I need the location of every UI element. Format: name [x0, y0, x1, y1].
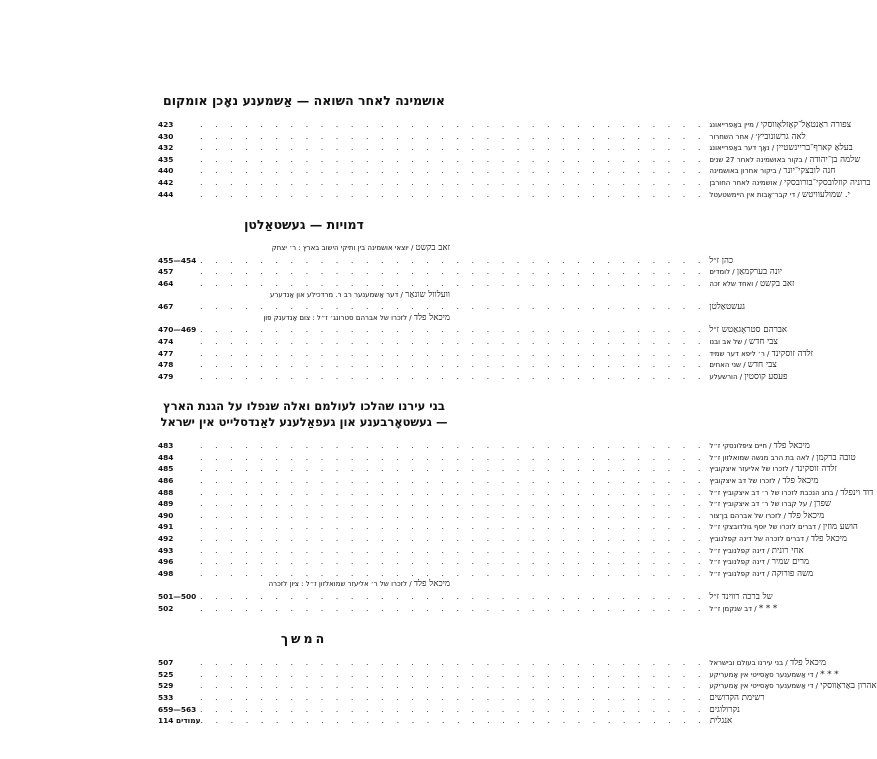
dot-leader: . . . . . . . . . . . . . . . . . . . . . . . . . . . . . . . . . .	[200, 267, 706, 277]
dot-leader: . . . . . . . . . . . . . . . . . . . . . . . . . . . . . . . . . .	[200, 534, 706, 544]
entry-text	[705, 143, 852, 155]
section-heading: אושמינה לאחר השואה — אַשמענע נאָכן אומקום	[163, 93, 445, 108]
entry-text	[705, 178, 870, 190]
entry-title: / נאָך דער באַפרייאונג	[709, 144, 777, 153]
page-number: 470—469	[158, 325, 197, 335]
page-number: 467	[158, 302, 174, 312]
page-number: 442	[158, 177, 174, 187]
page-number: 464	[158, 278, 174, 288]
entry-text	[705, 488, 873, 500]
entry-text	[705, 360, 776, 372]
toc-entry	[158, 475, 819, 487]
entry-author: י. שמולעוויטש	[802, 189, 850, 200]
dot-leader: . . . . . . . . . . . . . . . . . . . . . . . . . . . . . . . . . .	[200, 681, 706, 691]
toc-entry	[158, 165, 836, 177]
dot-leader: . . . . . . . . . . . . . . . . . . . . . . . . . . . . . . . . . .	[200, 464, 706, 474]
dot-leader: . . . . . . . . . . . . . . . . . . . . . . . . . . . . . . . . . .	[200, 336, 706, 346]
section-entries	[158, 657, 877, 727]
entry-title: / חיים ציפלונסקי ז״ל	[709, 442, 774, 451]
entry-author: שפרן	[814, 499, 832, 510]
dot-leader: . . . . . . . . . . . . . . . . . . . . . . . . . . . . . . . . . .	[200, 545, 706, 555]
entry-author: כהן ז״ל	[709, 255, 734, 266]
entry-author: של ברכה רווינד ז״ל	[709, 592, 773, 602]
entry-text	[705, 372, 787, 384]
dot-leader: . . . . . . . . . . . . . . . . . . . . . . . . . . . . . . . . . .	[200, 131, 706, 141]
toc-entry	[158, 692, 765, 704]
page-number: 423	[158, 120, 174, 129]
entry-author: זאב בקשט	[759, 278, 795, 289]
entry-text	[705, 166, 835, 178]
entry-author: הושע מוזין	[822, 522, 858, 533]
entry-author: זאב בקשט	[415, 243, 450, 254]
entry-text	[705, 546, 803, 558]
toc-entry	[158, 487, 874, 499]
entry-text	[705, 256, 733, 268]
page-number: 477	[158, 348, 174, 358]
entry-text	[705, 325, 787, 337]
entry-title: / אושמינה לאחר החורבן	[709, 178, 785, 187]
dot-leader: . . . . . . . . . . . . . . . . . . . . . . . . . . . . . . . . . .	[200, 120, 706, 129]
entry-author: מיכאל פלד	[788, 510, 825, 521]
entry-text	[705, 693, 764, 705]
entry-text	[705, 302, 745, 314]
page-number: 492	[158, 534, 174, 544]
entry-text	[265, 579, 450, 591]
entry-title: / דינה קפלנוביץ ז״ל	[709, 558, 772, 567]
page-number: 489	[158, 499, 174, 509]
toc-entry	[158, 142, 853, 154]
page-number: 496	[158, 557, 174, 567]
entry-text	[705, 522, 857, 534]
toc-entry	[158, 452, 856, 464]
entry-text	[705, 658, 826, 670]
toc-entry	[158, 680, 877, 692]
entry-title: / של אב ובנו	[709, 337, 749, 346]
entry-author: * * *	[820, 669, 839, 680]
entry-text	[705, 670, 838, 682]
entry-author: אנגלית	[709, 716, 733, 727]
entry-author: נקרולוגים	[709, 704, 740, 715]
page-number: 455—454	[158, 255, 197, 265]
entry-text	[705, 557, 809, 569]
dot-leader: . . . . . . . . . . . . . . . . . . . . . . . . . . . . . . . . . .	[200, 603, 706, 613]
entry-author: חנה לובצקי־יונר	[783, 166, 836, 177]
dot-leader: . . . . . . . . . . . . . . . . . . . . . . . . . . . . . . . . . .	[200, 692, 706, 702]
entry-author: שלמה בן־יהודה	[809, 154, 861, 165]
entry-text	[705, 681, 876, 693]
dot-leader: . . . . . . . . . . . . . . . . . . . . . . . . . . . . . . . . . .	[200, 522, 706, 532]
entry-text	[705, 453, 855, 465]
entry-text	[266, 290, 450, 302]
entry-author: אחי רונית	[771, 545, 804, 556]
dot-leader: . . . . . . . . . . . . . . . . . . . . . . . . . . . . . . . . . .	[200, 325, 706, 335]
page-number: 430	[158, 131, 174, 141]
entry-text	[705, 476, 818, 488]
dot-leader: . . . . . . . . . . . . . . . . . . . . . . . . . . . . . . . . . .	[200, 441, 706, 451]
toc-entry	[158, 131, 806, 143]
entry-text	[705, 279, 794, 291]
dot-leader: . . . . . . . . . . . . . . . . . . . . . . . . . . . . . . . . . .	[200, 177, 706, 187]
entry-text	[705, 120, 851, 132]
dot-leader: . . . . . . . . . . . . . . . . . . . . . . . . . . . . . . . . . .	[200, 189, 706, 199]
page-number: 440	[158, 166, 174, 176]
toc-entry	[158, 177, 871, 189]
section-entries	[158, 243, 814, 382]
toc-entry	[158, 290, 450, 302]
dot-leader: . . . . . . . . . . . . . . . . . . . . . . . . . . . . . . . . . .	[200, 499, 706, 509]
entry-author: טובה ברקמן	[816, 452, 856, 463]
toc-entry	[158, 313, 450, 325]
entry-text	[706, 716, 732, 728]
entry-title: / בחג הנכבת לזכרו של ר׳ דב איצקוביץ ז״ל	[709, 488, 841, 497]
toc-entry	[158, 704, 740, 716]
dot-leader: . . . . . . . . . . . . . . . . . . . . . . . . . . . . . . . . . .	[200, 592, 706, 601]
entry-text	[705, 132, 805, 144]
entry-title: / הורשעלע	[709, 372, 745, 381]
entry-author: רשימת הקדושים	[709, 692, 765, 703]
entry-title: / דער אַשמענער רב ר. מרדכילע און אַנדערע	[270, 290, 406, 299]
entry-author: מיכאל פלד	[773, 441, 810, 452]
entry-text	[705, 349, 813, 361]
entry-author: זלדה זוסקינד	[795, 464, 837, 475]
entry-author: לאה גרשונוביץ׳	[755, 131, 806, 142]
toc-entry	[158, 521, 858, 533]
toc-entry	[158, 255, 734, 267]
entry-text	[705, 569, 813, 581]
entry-text	[705, 464, 837, 476]
entry-author: ברוניה קוזלובסקי־בורובסקי	[784, 177, 871, 188]
entry-title: / לזכרו של אברהם בן־צור	[709, 511, 789, 520]
entry-author: בעלאַ קארף־בריינשטיין	[776, 143, 853, 154]
entry-text	[268, 243, 450, 255]
page-number: 490	[158, 510, 174, 520]
entry-text	[705, 267, 782, 279]
dot-leader: . . . . . . . . . . . . . . . . . . . . . . . . . . . . . . . . . .	[200, 360, 706, 370]
toc-entry	[158, 243, 450, 255]
entry-title: / לזכרו של דב איצקוביץ	[709, 477, 783, 486]
page-number: 507	[158, 658, 174, 668]
entry-title: / ר׳ ליפא דער שמיד	[709, 349, 772, 358]
entry-author: יונה בערקמאַן	[736, 267, 783, 278]
toc-entry	[158, 715, 733, 727]
section-heading: דמויות — געשטאַלטן	[244, 217, 364, 233]
dot-leader: . . . . . . . . . . . . . . . . . . . . . . . . . . . . . . . . . .	[200, 510, 706, 520]
page-number: 478	[158, 360, 174, 370]
page-number: 525	[158, 669, 174, 679]
toc-entry	[158, 568, 814, 580]
entry-text	[705, 499, 831, 511]
dot-leader: . . . . . . . . . . . . . . . . . . . . . . . . . . . . . . . . . .	[200, 658, 706, 668]
entry-title: / לזכרו של ר׳ אליעזר שמואלזון ז״ל : ציון לזכרה	[268, 580, 414, 589]
entry-title: / ביקור אחרון באושמינה	[709, 167, 784, 176]
dot-leader: . . . . . . . . . . . . . . . . . . . . . . . . . . . . . . . . . .	[200, 154, 706, 164]
entry-author: אברהם סטראָגאַטש ז״ל	[709, 325, 788, 336]
entry-title: / מיין באַפרייאונג	[709, 121, 761, 129]
toc-entry	[158, 669, 839, 681]
entry-title: / לומדים	[709, 268, 737, 277]
entry-author: געשטאַלטן	[709, 302, 745, 313]
dot-leader: . . . . . . . . . . . . . . . . . . . . . . . . . . . . . . . . . .	[200, 278, 706, 288]
toc-entry	[158, 371, 788, 383]
entry-title: / לאה בת הרב מנשה שמואלזון ז״ל	[709, 453, 817, 462]
dot-leader: . . . . . . . . . . . . . . . . . . . . . . . . . . . . . . . . . .	[200, 143, 706, 153]
section-entries	[158, 440, 874, 614]
dot-leader: . . . . . . . . . . . . . . . . . . . . . . . . . . . . . . . . . .	[200, 452, 706, 462]
page-number: 533	[158, 692, 174, 702]
entry-title: / דברים לזכרו של יוסף גולדובצקי ז״ל	[709, 523, 823, 532]
page-number: 488	[158, 487, 174, 497]
entry-author: צפורה ראַנטאַל־קאָזלאָווסקי	[760, 120, 852, 130]
entry-text	[705, 604, 777, 616]
toc-entry	[158, 545, 804, 557]
dot-leader: . . . . . . . . . . . . . . . . . . . . . . . . . . . . . . . . . .	[200, 255, 706, 265]
toc-entry	[158, 336, 778, 348]
dot-leader: . . . . . . . . . . . . . . . . . . . . . . . . . . . . . . . . . .	[200, 476, 706, 486]
page-number: 484	[158, 452, 174, 462]
entry-text	[259, 313, 450, 325]
entry-title: / אחר השחרור	[709, 132, 756, 141]
entry-title: / בני עירנו בעולם ובישראל	[709, 659, 790, 668]
toc-entry	[158, 301, 745, 313]
entry-author: מיכאל פלד	[810, 534, 847, 545]
entry-text	[705, 592, 772, 604]
page-number: 502	[158, 603, 174, 613]
toc-entry	[158, 119, 852, 131]
dot-leader: . . . . . . . . . . . . . . . . . . . . . . . . . . . . . . . . . .	[200, 348, 706, 358]
entry-author: דוד וינפלד	[840, 487, 874, 498]
page-number: 486	[158, 476, 174, 486]
toc-entry	[158, 657, 827, 669]
page-number: 491	[158, 522, 174, 532]
toc-entry	[158, 359, 777, 371]
entry-author: צבי חדש	[747, 360, 777, 371]
toc-entry	[158, 498, 832, 510]
entry-author: מיכאל פלד	[782, 476, 819, 487]
entry-title: / בקור באושמינה לאחר 27 שנים	[709, 155, 810, 164]
dot-leader: . . . . . . . . . . . . . . . . . . . . . . . . . . . . . . . . . .	[200, 371, 706, 381]
entry-title: / דב שנקמן ז״ל	[709, 604, 759, 613]
dot-leader: . . . . . . . . . . . . . . . . . . . . . . . . . . . . . . . . . .	[200, 716, 706, 726]
entry-title: / שני האחים	[709, 361, 748, 370]
page-number: 435	[158, 154, 174, 164]
dot-leader: . . . . . . . . . . . . . . . . . . . . . . . . . . . . . . . . . .	[200, 487, 706, 497]
entry-title: / די אַשמענער סאָסייטי אין אַמעריקע	[709, 682, 821, 691]
entry-author: משה פורוקה	[771, 568, 814, 579]
toc-entry	[158, 579, 450, 591]
toc-entry	[158, 556, 810, 568]
page-number: 498	[158, 568, 174, 578]
entry-title: / דינה קפלנוביץ ז״ל	[709, 569, 772, 578]
dot-leader: . . . . . . . . . . . . . . . . . . . . . . . . . . . . . . . . . .	[200, 568, 706, 578]
dot-leader: . . . . . . . . . . . . . . . . . . . . . . . . . . . . . . . . . .	[200, 704, 706, 714]
toc-entry	[158, 348, 814, 360]
page-number: 529	[158, 681, 174, 691]
toc-entry	[158, 440, 810, 452]
toc-entry	[158, 154, 861, 166]
entry-text	[705, 155, 860, 167]
entry-author: מיכאל פלד	[789, 658, 827, 669]
dot-leader: . . . . . . . . . . . . . . . . . . . . . . . . . . . . . . . . . .	[200, 557, 706, 567]
entry-author: וועלוול שונאַר	[405, 289, 450, 300]
toc-entry	[158, 603, 778, 615]
section-entries	[158, 119, 871, 200]
page-number: 479	[158, 371, 174, 381]
entry-text	[705, 337, 778, 349]
entry-title: / די קבר־אָבות אין היימשטעטל	[709, 190, 802, 199]
section-heading: המשך	[280, 631, 328, 647]
toc-entry	[158, 463, 837, 475]
page-number: 659—563	[158, 704, 197, 714]
entry-title: / יוצאי אושמינה בין ותיקי הישוב בארץ : ר׳ יצחק	[271, 244, 416, 253]
entry-text	[705, 534, 847, 546]
entry-text	[705, 511, 824, 523]
toc-entry	[158, 324, 788, 336]
toc-entry	[158, 266, 783, 278]
dot-leader: . . . . . . . . . . . . . . . . . . . . . . . . . . . . . . . . . .	[200, 302, 706, 312]
page-number: 444	[158, 189, 174, 199]
dot-leader: . . . . . . . . . . . . . . . . . . . . . . . . . . . . . . . . . .	[200, 166, 706, 176]
dot-leader: . . . . . . . . . . . . . . . . . . . . . . . . . . . . . . . . . .	[200, 669, 706, 679]
page-number: 493	[158, 545, 174, 555]
entry-author: זלדה זוסקינד	[771, 348, 814, 359]
entry-text	[705, 441, 810, 453]
entry-author: אהרון באַראַווסקי	[820, 681, 877, 692]
entry-text	[705, 705, 740, 717]
section-heading: בני עירנו שהלכו לעולמם ואלה שנפלו על הגנת הארץ — געשטאָרבענע און געפאַלענע לאַנדסלייט אין ישראל	[160, 399, 448, 430]
page-number: 485	[158, 464, 174, 474]
entry-author: צבי חדש	[748, 336, 778, 347]
entry-title: / לזכרו של אליעזר איצקוביץ	[709, 465, 796, 474]
entry-author: פעסע קוסטין	[744, 371, 788, 382]
page-number: 501—500	[158, 592, 197, 601]
toc-entry	[158, 510, 825, 522]
entry-title: / לזכרו של אברהם סטרונג׳ ז״ל : צום אַנדענק פון	[263, 313, 414, 322]
toc-entry	[158, 533, 847, 545]
page-number: 432	[158, 143, 174, 153]
table-of-contents	[158, 92, 877, 727]
entry-author: מיכאל פלד	[413, 312, 450, 323]
entry-author: מרים שמיר	[771, 557, 810, 568]
entry-title: / די אַשמענער סאָסייטי אין אַמעריקע	[709, 670, 821, 679]
page-number: 474	[158, 336, 174, 346]
entry-author: מיכאל פלד	[413, 579, 450, 590]
entry-title: / דינה קפלנוביץ ז״ל	[709, 546, 772, 555]
entry-author: * * *	[758, 603, 778, 614]
entry-title: / ואחד שלא זכה	[709, 279, 760, 288]
page-number: 457	[158, 267, 174, 277]
entry-text	[705, 190, 850, 202]
toc-entry	[158, 591, 773, 603]
toc-entry	[158, 189, 850, 201]
page-number: 483	[158, 441, 174, 451]
entry-title: / על קברו של ר׳ דב איצקוביץ ז״ל	[709, 500, 815, 509]
entry-title: / דברים לזכרה של דינה קפלנוביץ	[709, 535, 811, 544]
toc-entry	[158, 278, 795, 290]
page-number: 114 עמודים	[158, 716, 201, 726]
